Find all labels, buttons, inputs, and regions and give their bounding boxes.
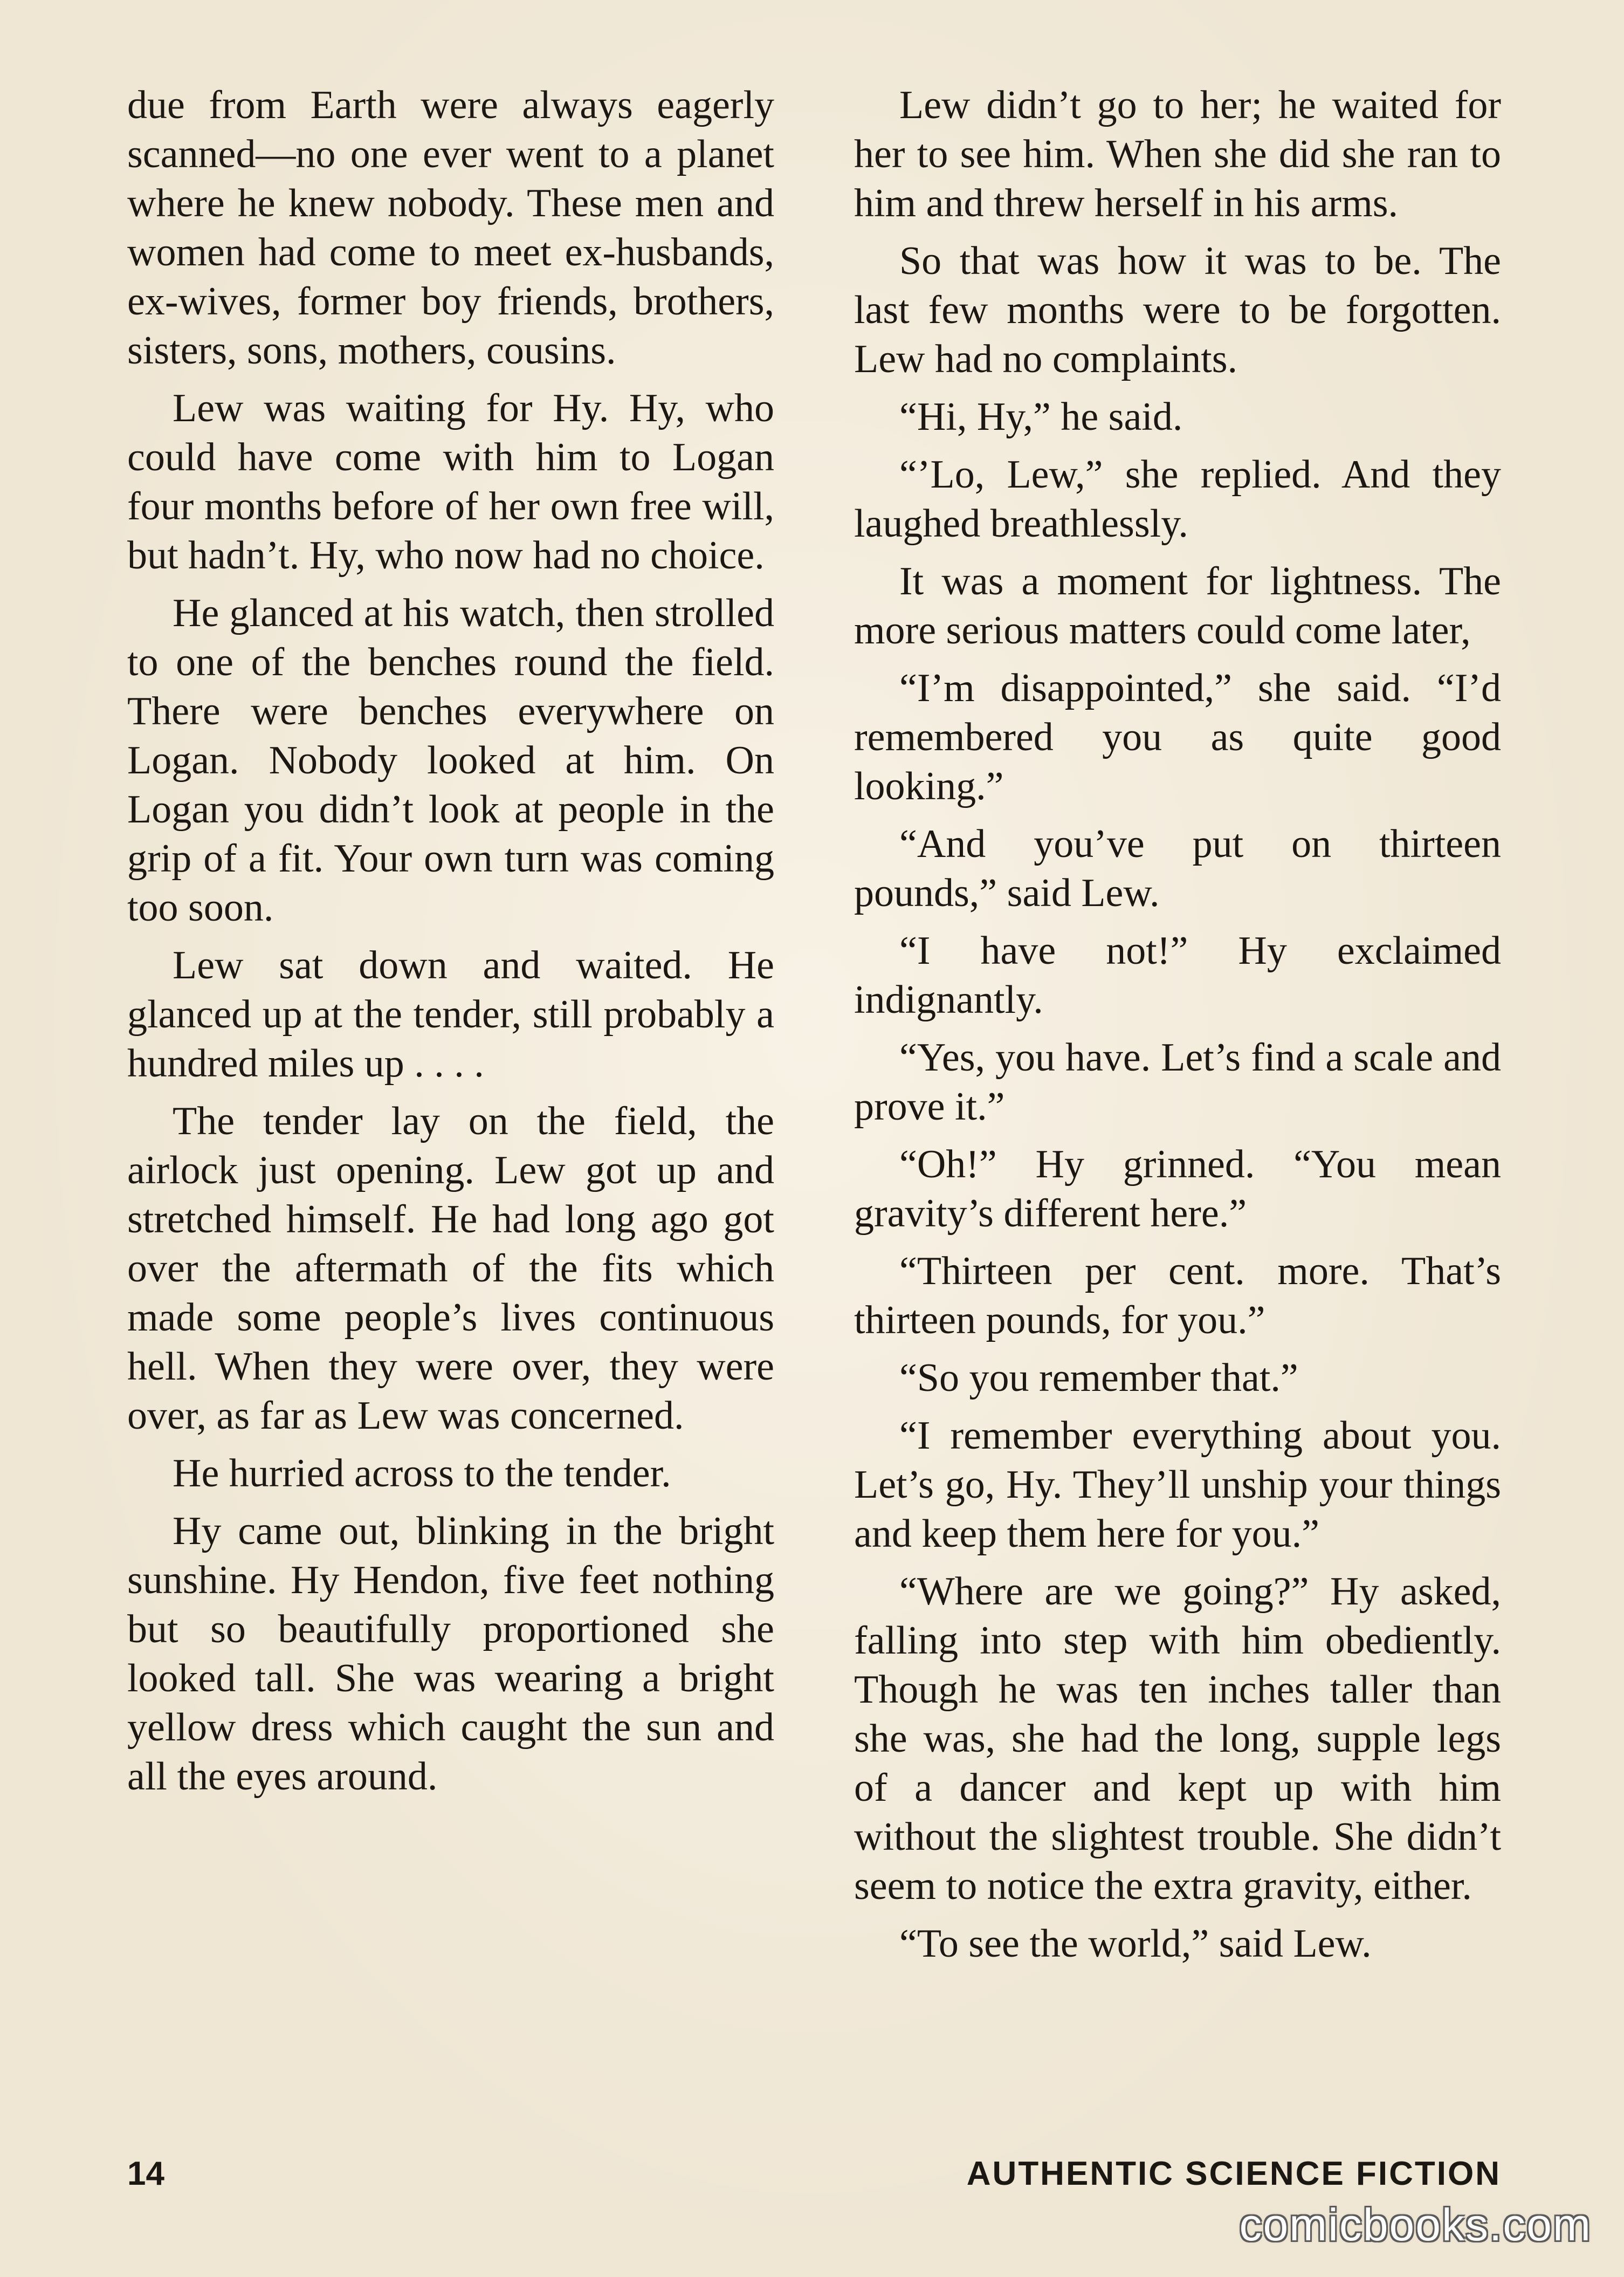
watermark: comicbooks.com: [1239, 2199, 1592, 2250]
paragraph: Lew sat down and waited. He glanced up at the tender, still probably a hundred miles up . . . .: [127, 943, 774, 1086]
left-text-column: [127, 81, 774, 1810]
paragraph: due from Earth were always eagerly scanned—no one ever went to a planet where he knew nobody. These men and women had come to meet ex-husbands, ex-wives, former boy friends, brothers, sisters, sons, mothers, cousins.: [127, 83, 774, 373]
paragraph: “Where are we going?” Hy asked, falling into step with him obediently. Though he was ten inches taller than she was, she had the long, supple legs of a dancer and kept up with him without the slightest trouble. She didn’t seem to notice the extra gravity, either.: [854, 1569, 1501, 1908]
paragraph: “So you remember that.”: [899, 1356, 1298, 1400]
paragraph: So that was how it was to be. The last few months were to be forgotten. Lew had no complaints.: [854, 239, 1501, 381]
paragraph: He hurried across to the tender.: [173, 1451, 671, 1496]
paragraph: Lew was waiting for Hy. Hy, who could have come with him to Logan four months before of her own free will, but hadn’t. Hy, who now had no choice.: [127, 386, 774, 578]
paragraph: “I’m disappointed,” she said. “I’d remembered you as quite good looking.”: [854, 666, 1501, 808]
paragraph: “To see the world,” said Lew.: [899, 1922, 1372, 1966]
right-text-column: [854, 81, 1501, 1977]
paragraph: He glanced at his watch, then strolled to one of the benches round the field. There were benches everywhere on Logan. Nobody looked at him. On Logan you didn’t look at people in the grip of a fit. Your own turn was coming too soon.: [127, 591, 774, 930]
paragraph: Hy came out, blinking in the bright sunshine. Hy Hendon, five feet nothing but so beautifully proportioned she looked tall. She was wearing a bright yellow dress which caught the sun and all the eyes around.: [127, 1509, 774, 1799]
paragraph: “Hi, Hy,” he said.: [899, 395, 1183, 439]
paragraph: “I remember everything about you. Let’s go, Hy. They’ll unship your things and keep them here for you.”: [854, 1414, 1501, 1556]
page-number: 14: [127, 2155, 164, 2192]
paragraph: The tender lay on the field, the airlock just opening. Lew got up and stretched himself. He had long ago got over the aftermath of the fits which made some people’s lives continuous hell. When they were over, they were over, as far as Lew was concerned.: [127, 1099, 774, 1438]
paragraph: It was a moment for lightness. The more serious matters could come later,: [854, 559, 1501, 653]
paragraph: “Thirteen per cent. more. That’s thirteen pounds, for you.”: [854, 1249, 1501, 1342]
running-title: AUTHENTIC SCIENCE FICTION: [966, 2155, 1501, 2192]
page-footer: [127, 2150, 1501, 2198]
paragraph: “I have not!” Hy exclaimed indignantly.: [854, 929, 1501, 1022]
paragraph: “Yes, you have. Let’s find a scale and prove it.”: [854, 1035, 1501, 1129]
paragraph: Lew didn’t go to her; he waited for her to see him. When she did she ran to him and threw herself in his arms.: [854, 83, 1501, 225]
paragraph: “Oh!” Hy grinned. “You mean gravity’s different here.”: [854, 1142, 1501, 1236]
paragraph: “And you’ve put on thirteen pounds,” said Lew.: [854, 822, 1501, 915]
paragraph: “’Lo, Lew,” she replied. And they laughed breathlessly.: [854, 452, 1501, 546]
